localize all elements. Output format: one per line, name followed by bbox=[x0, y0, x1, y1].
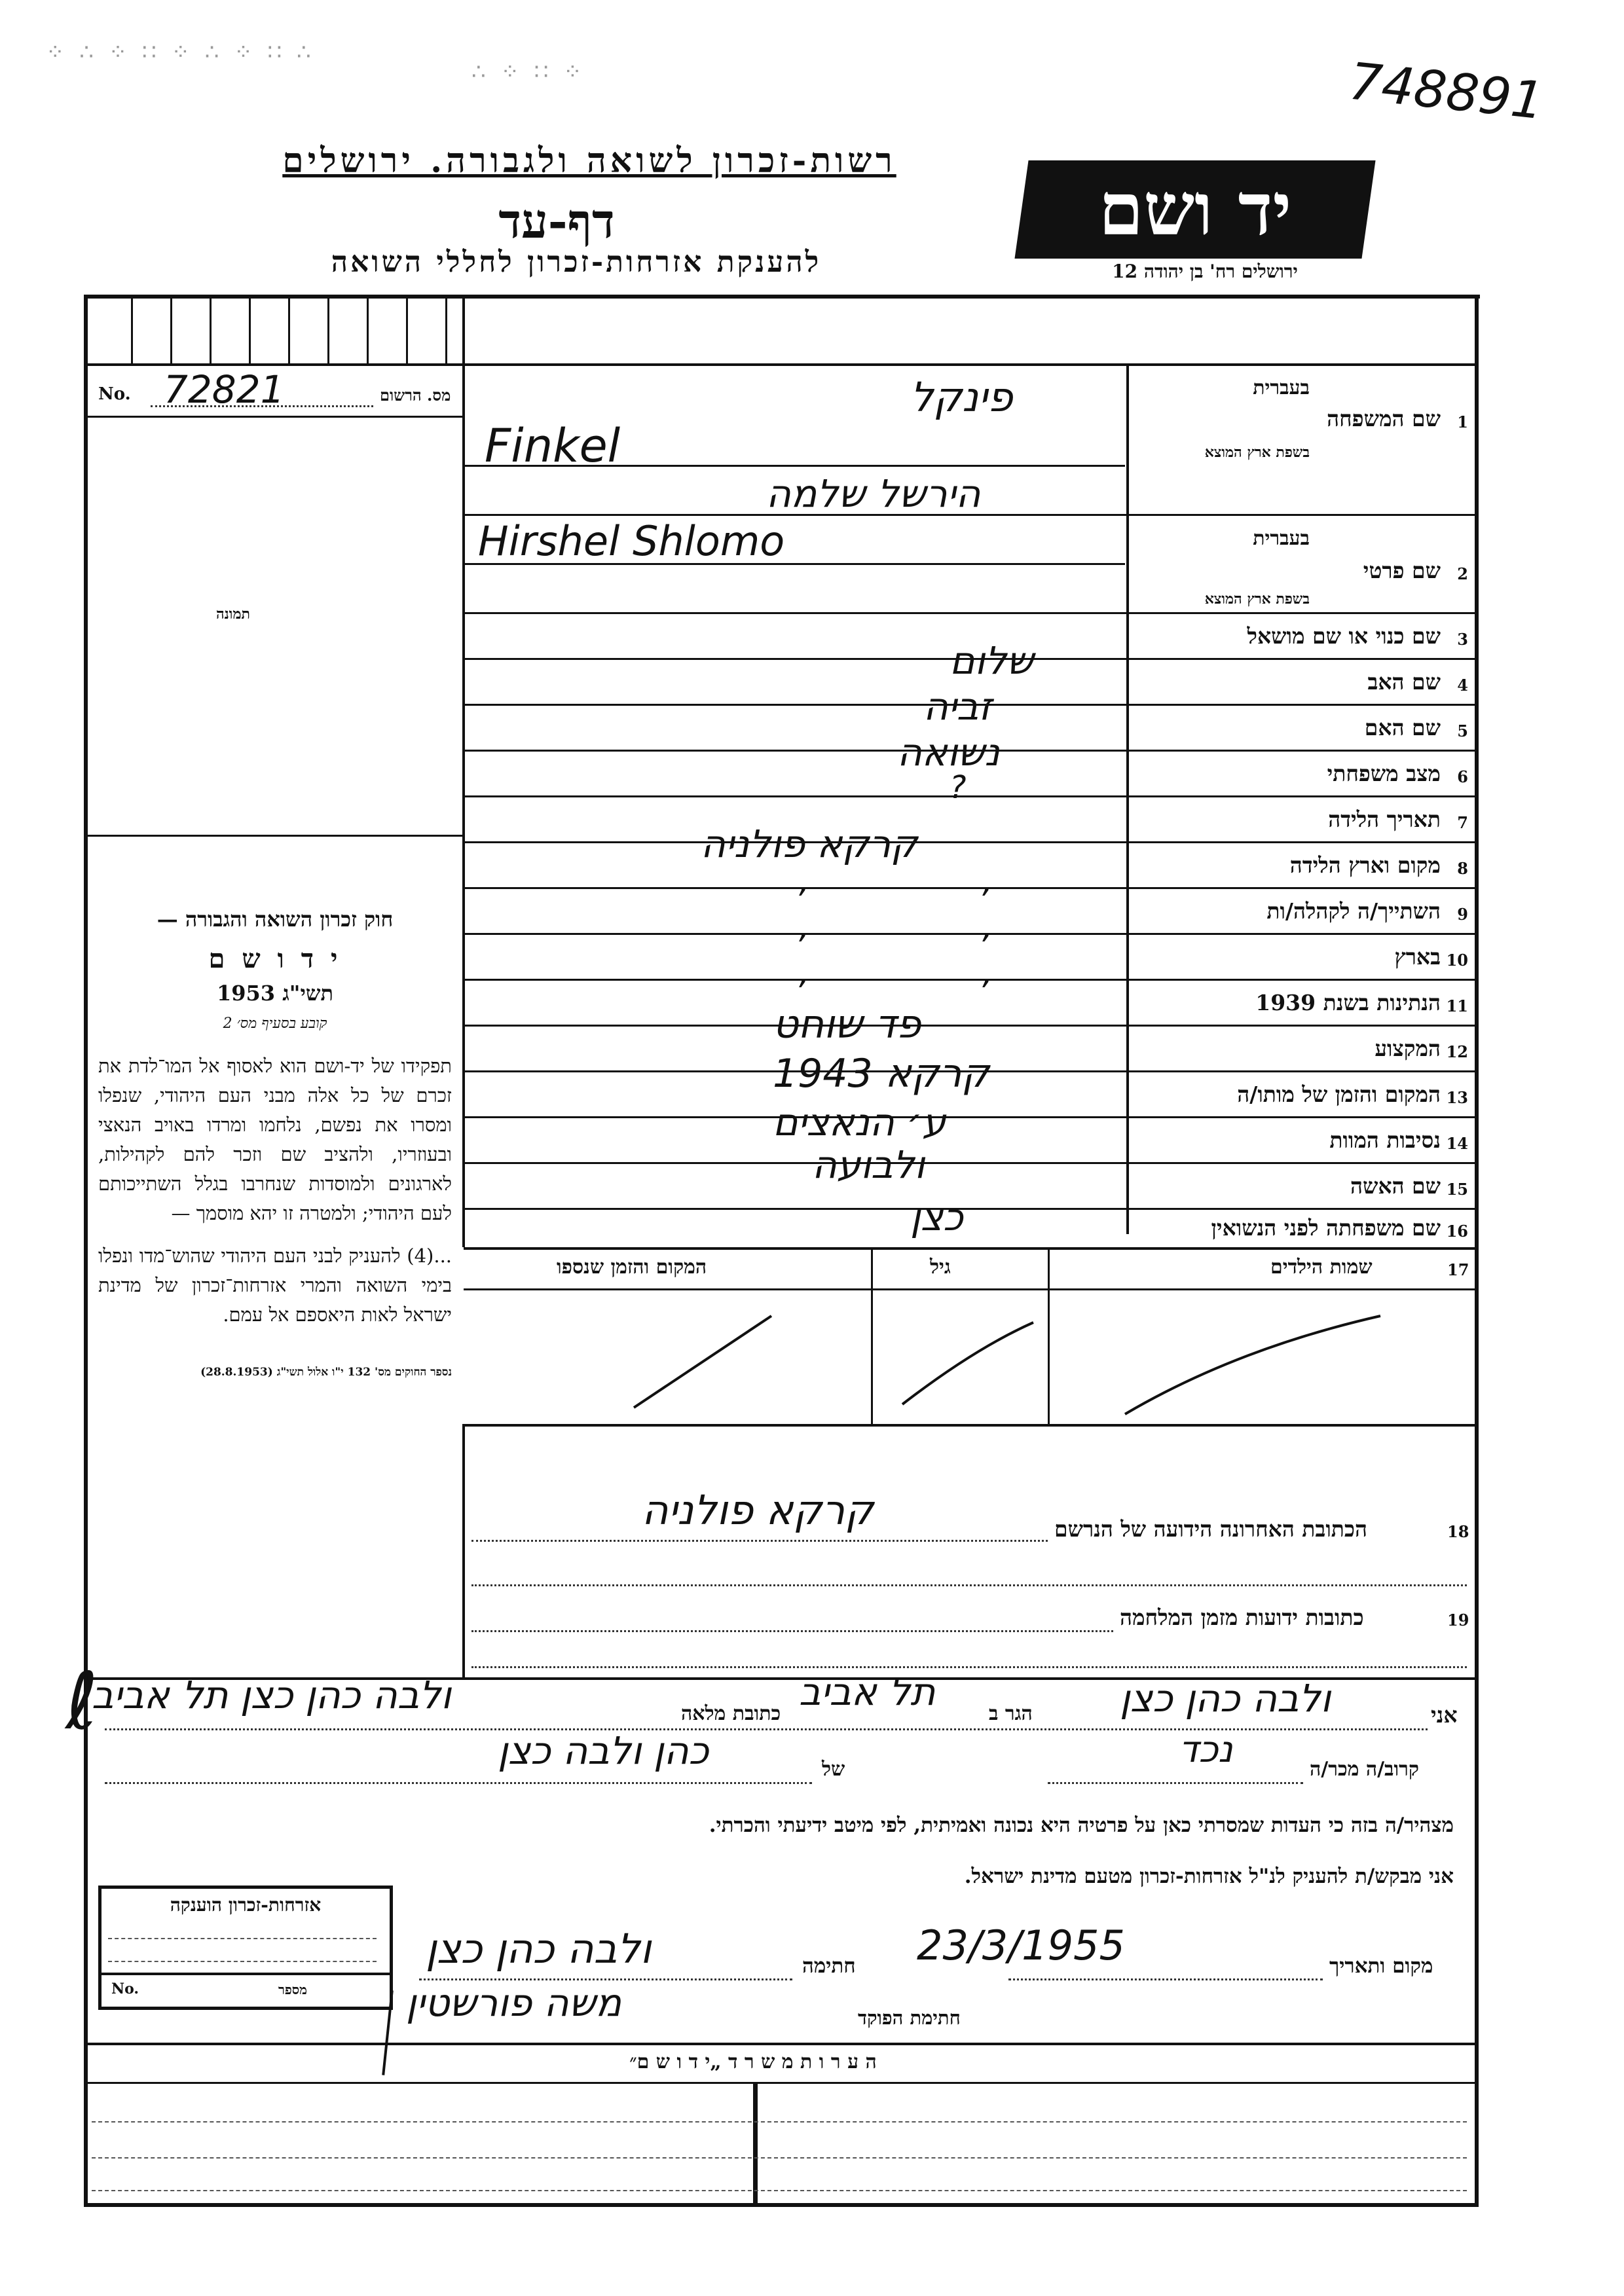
registry-row bbox=[98, 367, 458, 412]
decl-relative-value: נכד bbox=[1179, 1728, 1233, 1771]
notes-header-line bbox=[85, 2082, 1479, 2084]
field-14-value: ע׳ הנאצים bbox=[773, 1100, 946, 1144]
document-title: דף-עד bbox=[498, 193, 615, 249]
children-col-place: המקום והזמן שנספו bbox=[557, 1256, 707, 1279]
document-subtitle: להענקת אזרחות-זכרון לחללי השואה bbox=[331, 246, 822, 279]
field-9-row: 9 השתייך/ה לקהלה/ות bbox=[1266, 898, 1468, 924]
field-1-value-latin: Finkel bbox=[485, 419, 621, 473]
field-8-row: 8 מקום וארץ הלידה bbox=[1289, 852, 1468, 878]
memorial-citizenship-stamp-box bbox=[98, 1886, 393, 2010]
scan-noise-top: ⁘ ∴ ⁘ ∷ ⁘ ∴ ⁘ ∷ ∴ bbox=[46, 39, 315, 65]
field-10-row: 10 בארץ bbox=[1394, 944, 1468, 970]
decl-full-address-label: כתובת מלאה bbox=[681, 1702, 781, 1725]
top-handwritten-number: 748891 bbox=[1346, 52, 1547, 132]
authority-name: רשות-זכרון לשואה ולגבורה. ירושלים bbox=[282, 141, 896, 181]
yad-vashem-logo bbox=[1014, 160, 1375, 259]
officer-label: חתימת הפוקד bbox=[858, 2007, 961, 2029]
f2-bottom-line bbox=[464, 612, 1477, 614]
law-source: נספר החוקים מס' 132 י"ו אלול תשי"ג (28.8.1953) bbox=[200, 1366, 452, 1379]
children-col-age: גיל bbox=[930, 1256, 951, 1279]
label-column-divider bbox=[1126, 363, 1129, 1234]
strike-place bbox=[634, 1316, 771, 1408]
registry-no-value: 72821 bbox=[164, 367, 285, 412]
field-3-row: 3 שם כנוי או שם מושאל bbox=[1247, 623, 1468, 649]
logo-address: ירושלים רח' בן יהודה 12 bbox=[1112, 261, 1298, 282]
field-7-value: ? bbox=[950, 769, 967, 806]
field-label: שם המשפחה bbox=[1327, 406, 1441, 431]
notes-top-line bbox=[85, 2043, 1479, 2045]
field-9-ditto-2: , bbox=[982, 861, 993, 900]
f16-bottom-line bbox=[464, 1247, 1477, 1250]
field-13-value: קרקא 1943 bbox=[773, 1051, 989, 1097]
strike-names bbox=[1125, 1316, 1380, 1414]
field-6-row: 6 מצב משפחתי bbox=[1327, 761, 1468, 786]
field-1-label-cell: 1 שם המשפחה בעברית בשפת ארץ המוצא bbox=[1204, 376, 1468, 461]
signature-label: חתימה bbox=[802, 1954, 856, 1978]
field-4-row: 4 שם האב bbox=[1367, 669, 1468, 695]
stamp-number-label: מספר bbox=[278, 1982, 307, 1997]
logo-text: יד ושם bbox=[1098, 167, 1292, 251]
field-7-row: 7 תאריך הלידה bbox=[1328, 807, 1468, 832]
field-10-ditto-1: , bbox=[799, 907, 810, 946]
header-row-line bbox=[85, 363, 1479, 366]
field-19-num: 19 bbox=[1447, 1611, 1469, 1630]
field-15-value: ולבועה bbox=[812, 1142, 925, 1187]
decl-of-label: של bbox=[822, 1758, 845, 1781]
scan-noise-mid: ∴ ⁘ ∷ ⁘ bbox=[471, 59, 586, 85]
field-16-value: כצן bbox=[910, 1195, 963, 1239]
field-2-value-latin: Hirshel Shlomo bbox=[478, 517, 785, 565]
registry-label: מס. הרשום bbox=[380, 386, 451, 405]
law-paragraph-1: תפקידו של יד-ושם הוא לאסוף אל המו־לדת את זכרם של כל אלה מבני העם היהודי, שנפלו ומסרו את נפשם, נלחמו ומרדו באויב הנאצי ובעוזריו, ולהציב שם וזכר להם לקהילות, לארגונים ולמוסדות שנחרבו בגלל השתייכותם לעם היהודי; ולמטרה זו יהא מוסמך — bbox=[98, 1055, 452, 1224]
strike-age bbox=[902, 1322, 1033, 1404]
officer-signature: משה פורשטין bbox=[406, 1980, 622, 2025]
decl-statement-2: אני מבקש/ת להעניק לנ"ל אזרחות-זכרון מטעם מדינת ישראל. bbox=[964, 1865, 1454, 1888]
decl-relative-label: קרוב/ה מכר/ה bbox=[1310, 1758, 1419, 1781]
frame-bottom bbox=[84, 2203, 1479, 2207]
decl-statement-1: מצהיר/ה בזה כי העדות שמסרתי כאן על פרטיה היא נכונה ואמיתית, לפי מיטב ידיעתי והכרתי. bbox=[709, 1813, 1454, 1837]
field-5-value: זביה bbox=[923, 684, 992, 729]
children-col-names: שמות הילדים bbox=[1270, 1256, 1373, 1279]
children-strike-marks bbox=[464, 1290, 1477, 1424]
field-14-row: 14 נסיבות המוות bbox=[1329, 1127, 1468, 1153]
field-11-ditto-2: , bbox=[982, 953, 993, 992]
children-bottom-line bbox=[464, 1424, 1477, 1427]
field-11-ditto-1: , bbox=[799, 953, 810, 992]
field-10-ditto-2: , bbox=[982, 907, 993, 946]
field-18-value: קרקא פולניה bbox=[642, 1486, 874, 1534]
photo-label: תמונה bbox=[216, 606, 250, 623]
notes-col-divider bbox=[753, 2082, 758, 2205]
field-6-value: נשואה bbox=[897, 730, 1000, 774]
field-18-label: הכתובת האחרונה הידועה של הנרשם bbox=[1054, 1516, 1368, 1542]
decl-city-value: תל אביב bbox=[799, 1669, 936, 1714]
field-15-row: 15 שם האשה bbox=[1350, 1173, 1468, 1199]
frame-right bbox=[1475, 295, 1479, 2206]
frame-left bbox=[84, 295, 88, 2206]
field-11-row: 11 הנתינות בשנת 1939 bbox=[1255, 990, 1468, 1015]
law-title: חוק זכרון השואה והגבורה — bbox=[157, 907, 394, 932]
margin-mark: ℓ bbox=[65, 1656, 98, 1747]
field-1-value-hebrew: פינקל bbox=[910, 373, 1013, 421]
field-2-value-hebrew: הירשל שלמה bbox=[766, 471, 981, 516]
registry-no-label: No. bbox=[98, 384, 131, 404]
addr-left-divider bbox=[462, 1424, 465, 1679]
decl-name-value: ולבה כהן כצן bbox=[1120, 1676, 1331, 1721]
signature-value: ולבה כהן כצן bbox=[426, 1925, 652, 1973]
law-year: תשי"ג 1953 bbox=[217, 981, 333, 1006]
field-12-value: פד שוחט bbox=[773, 1002, 921, 1048]
decl-full-address-value: ולבה כהן כצן תל אביב bbox=[92, 1673, 452, 1717]
photo-box-bottom bbox=[85, 835, 464, 837]
field-18-num: 18 bbox=[1447, 1522, 1469, 1541]
law-name: י ד ו ש ם bbox=[208, 943, 342, 974]
place-date-label: מקום ותאריך bbox=[1329, 1954, 1433, 1978]
field-5-row: 5 שם האם bbox=[1364, 715, 1468, 740]
field-8-value: קרקא פולניה bbox=[701, 822, 918, 866]
decl-ani: אני bbox=[1431, 1702, 1458, 1728]
stamp-no-label: No. bbox=[111, 1980, 139, 1997]
law-clause: קובע בסעיף מס׳ 2 bbox=[223, 1015, 327, 1032]
field-4-value: שלום bbox=[950, 638, 1034, 683]
office-notes-title: ה ע ר ו ת מ ש ר ד „י ד ו ש ם״ bbox=[629, 2050, 877, 2073]
law-paragraph-2: ...(4) להעניק לבני העם היהודי שהוש־מדו ונפלו בימי השואה והמרי אזרחות־זכרון של מדינת ישראל לאות היאספם אל עמם. bbox=[98, 1245, 452, 1326]
registry-row-line bbox=[85, 416, 464, 418]
stamp-box-title: אזרחות-זכרון הוענקה bbox=[170, 1894, 322, 1916]
field-2-label-cell: 2 שם פרטי בעברית בשפת ארץ המוצא bbox=[1204, 527, 1468, 608]
left-column-divider bbox=[462, 298, 465, 1247]
field-16-row: 16 שם משפחתה לפני הנשואין bbox=[1211, 1215, 1468, 1241]
law-section bbox=[98, 907, 452, 1379]
frame-top bbox=[85, 295, 1480, 299]
children-num: 17 bbox=[1447, 1260, 1469, 1279]
place-date-value: 23/3/1955 bbox=[917, 1922, 1125, 1969]
field-12-row: 12 המקצוע bbox=[1375, 1036, 1468, 1061]
decl-of-value: כהן ולבה כצן bbox=[498, 1728, 709, 1773]
field-9-ditto-1: , bbox=[799, 861, 810, 900]
field-19-label: כתובות ידועות מזמן המלחמה bbox=[1120, 1605, 1364, 1630]
field-13-row: 13 המקום והזמן של מותו/ה bbox=[1237, 1082, 1468, 1107]
decl-lives-label: הגר ב bbox=[989, 1702, 1033, 1725]
